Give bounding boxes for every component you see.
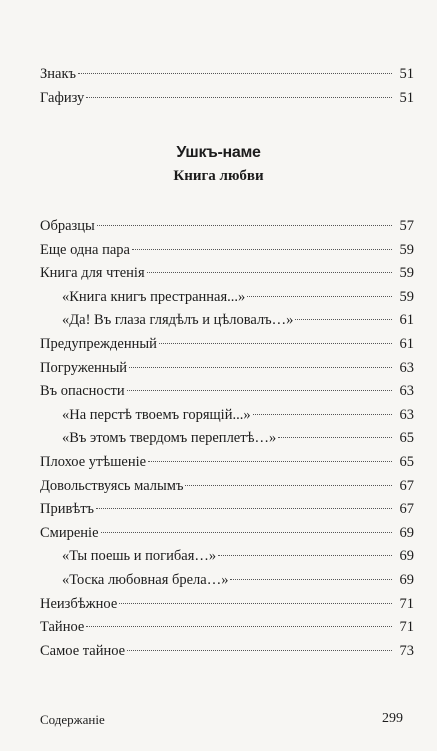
toc-entry: [40, 359, 414, 377]
toc-entry-title: Книга для чтенія: [40, 265, 145, 282]
toc-leader-dots: [148, 461, 392, 462]
toc-entry: [40, 642, 414, 660]
toc-entry-title: Привѣтъ: [40, 501, 95, 518]
toc-entry-page: 61: [399, 312, 414, 329]
toc-leader-dots: [253, 414, 392, 415]
toc-entry-title: Знакъ: [40, 66, 77, 82]
toc-entry: [40, 335, 414, 353]
section-subheading: Книга любви: [173, 168, 264, 184]
toc-entry: [40, 618, 414, 636]
toc-leader-dots: [185, 485, 392, 486]
toc-entry-title: Еще одна пара: [40, 241, 130, 258]
toc-entry: [40, 595, 414, 613]
toc-entry-title: «Ты поешь и погибая…»: [62, 548, 217, 565]
toc-leader-dots: [230, 579, 392, 580]
toc-entry-page: 57: [399, 218, 414, 234]
toc-leader-dots: [295, 319, 392, 320]
toc-entry: [40, 477, 414, 495]
toc-entry-title: Довольствуясь малымъ: [40, 477, 184, 494]
toc-leader-dots: [132, 249, 392, 250]
toc-entry-page: 59: [399, 265, 414, 282]
toc-leader-dots: [78, 73, 392, 74]
toc-leader-dots: [127, 650, 392, 651]
toc-top-line-2: [40, 89, 414, 107]
toc-entry-title: «Да! Въ глаза глядѣлъ и цѣловалъ…»: [62, 312, 294, 329]
toc-leader-dots: [96, 508, 392, 509]
toc-leader-dots: [119, 603, 392, 604]
toc-leader-dots: [218, 555, 392, 556]
toc-entry-title: Самое тайное: [40, 642, 126, 659]
toc-entry: [40, 241, 414, 259]
toc-leader-dots: [86, 97, 392, 98]
toc-entry-title: Образцы: [40, 218, 95, 234]
toc-leader-dots: [278, 437, 392, 438]
section-heading: Ушкъ-наме: [176, 144, 261, 161]
toc-entry-page: 59: [399, 241, 414, 258]
toc-entry: [62, 288, 414, 306]
toc-entry-title: Неизбѣжное: [40, 595, 118, 612]
toc-entry-page: 59: [399, 288, 414, 305]
toc-entry-title: «Книга книгъ престранная...»: [62, 288, 246, 305]
toc-entry-title: Въ опасности: [40, 383, 125, 400]
toc-entry-page: 69: [399, 524, 414, 541]
toc-entry-title: «Въ этомъ твердомъ переплетѣ…»: [62, 430, 277, 447]
toc-entry-title: Предупрежденный: [40, 336, 157, 352]
toc-leader-dots: [127, 390, 392, 391]
toc-entry-page: 67: [399, 477, 414, 494]
toc-entry-title: Плохое утѣшеніе: [40, 454, 147, 470]
toc-entry: [40, 500, 414, 518]
toc-entry: [62, 571, 414, 589]
toc-entry-page: 67: [399, 501, 414, 518]
toc-entry-page: 63: [399, 383, 414, 400]
toc-entry: [40, 264, 414, 282]
toc-entry: [40, 217, 414, 235]
toc-entry-title: Гафизу: [40, 90, 85, 106]
toc-entry-page: 63: [399, 359, 414, 376]
toc-entry: [40, 524, 414, 542]
toc-entry-title: Погруженный: [40, 359, 128, 376]
toc-entry-page: 65: [399, 454, 414, 470]
toc-entry: [62, 429, 414, 447]
running-title: Содержаніе: [40, 712, 105, 727]
toc-leader-dots: [247, 296, 392, 297]
toc-entry-page: 69: [399, 572, 414, 588]
toc-entry-page: 51: [399, 66, 414, 82]
toc-leader-dots: [129, 367, 392, 368]
page-number: 299: [382, 711, 403, 726]
toc-entry: [40, 453, 414, 471]
toc-leader-dots: [159, 343, 392, 344]
toc-entry-page: 51: [399, 90, 414, 106]
toc-entry-title: Тайное: [40, 619, 85, 636]
toc-entry-page: 69: [399, 548, 414, 565]
toc-leader-dots: [86, 626, 392, 627]
toc-leader-dots: [101, 532, 392, 533]
toc-entry-title: «На перстѣ твоемъ горящій...»: [62, 406, 251, 423]
toc-entry: [62, 547, 414, 565]
toc-entry-page: 71: [399, 619, 414, 636]
toc-entry-page: 71: [399, 595, 414, 612]
toc-entry-title: Смиреніе: [40, 524, 99, 541]
toc-entry-page: 61: [399, 336, 414, 352]
toc-entry: [40, 382, 414, 400]
toc-entry-page: 63: [399, 406, 414, 423]
toc-entry-title: «Тоска любовная брела…»: [62, 572, 229, 588]
toc-entry-page: 73: [399, 642, 414, 659]
toc-leader-dots: [97, 225, 392, 226]
toc-top-line-1: [40, 65, 414, 83]
toc-leader-dots: [147, 272, 392, 273]
toc-entry: [62, 406, 414, 424]
toc-entry: [62, 311, 414, 329]
toc-entry-page: 65: [399, 430, 414, 447]
